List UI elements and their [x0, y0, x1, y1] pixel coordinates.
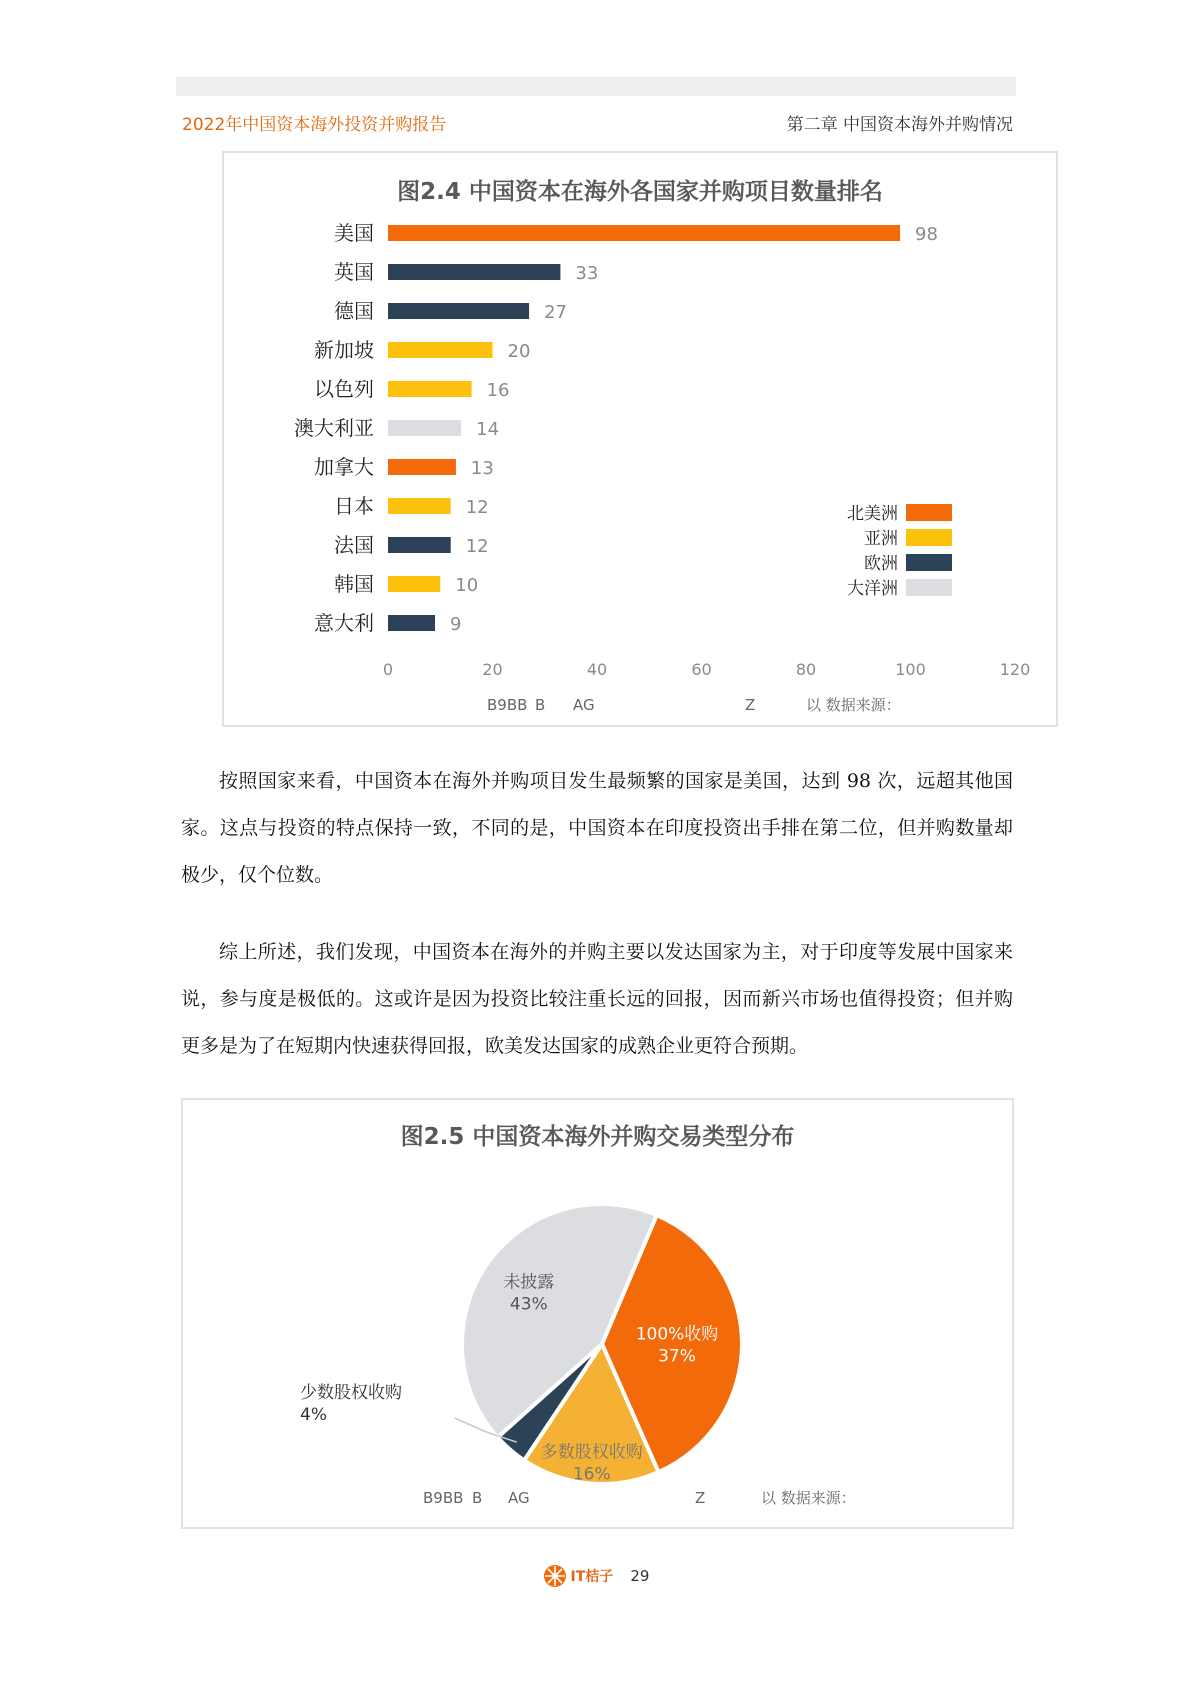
bar [388, 537, 451, 553]
source-note-fragment: AG [573, 696, 595, 714]
category-label: 英国 [334, 260, 374, 284]
bar-value-label: 16 [486, 380, 510, 401]
bar-value-label: 27 [544, 302, 567, 323]
bar [388, 264, 560, 280]
x-tick-label: 80 [795, 660, 817, 679]
x-tick-label: 60 [691, 660, 712, 679]
logo-text: IT桔子 [570, 1569, 614, 1585]
bar [388, 576, 440, 592]
source-note-fragment: Z [745, 696, 756, 714]
legend-label: 北美洲 [847, 504, 898, 524]
source-note-fragment: B [472, 1489, 483, 1507]
legend-label: 亚洲 [864, 529, 898, 549]
report-title: 2022年中国资本海外投资并购报告 [182, 115, 447, 135]
bar-value-label: 98 [915, 224, 938, 245]
bar-value-label: 12 [465, 536, 489, 557]
legend-swatch [906, 554, 952, 571]
paragraph-text: 按照国家来看，中国资本在海外并购项目发生最频繁的国家是美国，达到 98 次，远超其他国家。这点与投资的特点保持一致，不同的是，中国资本在印度投资出手排在第二位，但并购数量却极少，仅个位数。 [181, 770, 1013, 886]
slice-percent: 4% [300, 1405, 327, 1426]
bar-value-label: 12 [465, 497, 489, 518]
bar [388, 303, 529, 319]
x-tick-label: 20 [482, 660, 503, 679]
pie-chart [183, 1100, 1012, 1527]
legend-label: 欧洲 [864, 554, 898, 574]
slice-percent: 37% [658, 1346, 696, 1367]
slice-percent: 16% [572, 1464, 611, 1485]
legend-label: 大洋洲 [847, 579, 898, 599]
header-bar [176, 77, 1016, 96]
figure-title: 图2.5 中国资本海外并购交易类型分布 [400, 1124, 795, 1150]
bar-chart [224, 153, 1056, 725]
page-footer [0, 1563, 1191, 1589]
figure-deal-type-pie [181, 1098, 1014, 1529]
paragraph-summary [181, 929, 1013, 1070]
bar-value-label: 14 [476, 419, 500, 440]
slice-label: 未披露 [503, 1272, 555, 1293]
paragraph-text: 综上所述，我们发现，中国资本在海外的并购主要以发达国家为主，对于印度等发展中国家来说，参与度是极低的。这或许是因为投资比较注重长远的回报，因而新兴市场也值得投资；但并购更多是为了在短期内快速获得回报，欧美发达国家的成熟企业更符合预期。 [181, 941, 1013, 1057]
itjuzi-logo [542, 1563, 614, 1589]
bar-value-label: 33 [575, 263, 599, 284]
x-tick-label: 0 [382, 660, 394, 679]
paragraph-country-analysis [181, 758, 1013, 899]
category-label: 以色列 [314, 377, 374, 401]
category-label: 美国 [334, 221, 374, 245]
category-label: 澳大利亚 [294, 416, 374, 440]
category-label: 德国 [334, 299, 374, 323]
bar [388, 225, 900, 241]
source-note-fragment: B9BB [423, 1489, 464, 1507]
source-note-fragment: 以 数据来源： [761, 1489, 856, 1507]
figure-title: 图2.4 中国资本在海外各国家并购项目数量排名 [397, 179, 883, 205]
bar [388, 342, 493, 358]
bar-value-label: 9 [450, 614, 462, 635]
bar-value-label: 10 [455, 575, 479, 596]
x-tick-label: 100 [895, 660, 926, 679]
legend-swatch [906, 579, 952, 596]
bar-value-label: 20 [507, 341, 531, 362]
slice-label: 少数股权收购 [300, 1383, 402, 1404]
bar-value-label: 13 [470, 458, 494, 479]
source-note-fragment: AG [508, 1489, 530, 1507]
bar [388, 459, 456, 475]
source-note-fragment: Z [695, 1489, 706, 1507]
category-label: 韩国 [334, 572, 374, 596]
slice-percent: 43% [509, 1294, 548, 1315]
category-label: 新加坡 [314, 338, 374, 362]
bar [388, 420, 461, 436]
x-tick-label: 40 [586, 660, 608, 679]
source-note-fragment: B9BB [487, 696, 528, 714]
slice-label: 100%收购 [635, 1324, 719, 1345]
source-note-fragment: B [535, 696, 546, 714]
bar [388, 615, 435, 631]
bar [388, 498, 451, 514]
legend-swatch [906, 504, 952, 521]
orange-logo-icon [542, 1563, 568, 1589]
page-number: 29 [630, 1567, 650, 1585]
bar [388, 381, 472, 397]
category-label: 日本 [334, 494, 374, 518]
figure-country-ranking [222, 151, 1058, 727]
category-label: 意大利 [314, 611, 374, 635]
slice-label: 多数股权收购 [540, 1442, 643, 1463]
x-tick-label: 120 [999, 660, 1031, 679]
category-label: 法国 [334, 533, 374, 557]
legend-swatch [906, 529, 952, 546]
source-note-fragment: 以 数据来源： [806, 696, 901, 714]
chapter-title: 第二章 中国资本海外并购情况 [786, 115, 1013, 135]
category-label: 加拿大 [314, 455, 374, 479]
